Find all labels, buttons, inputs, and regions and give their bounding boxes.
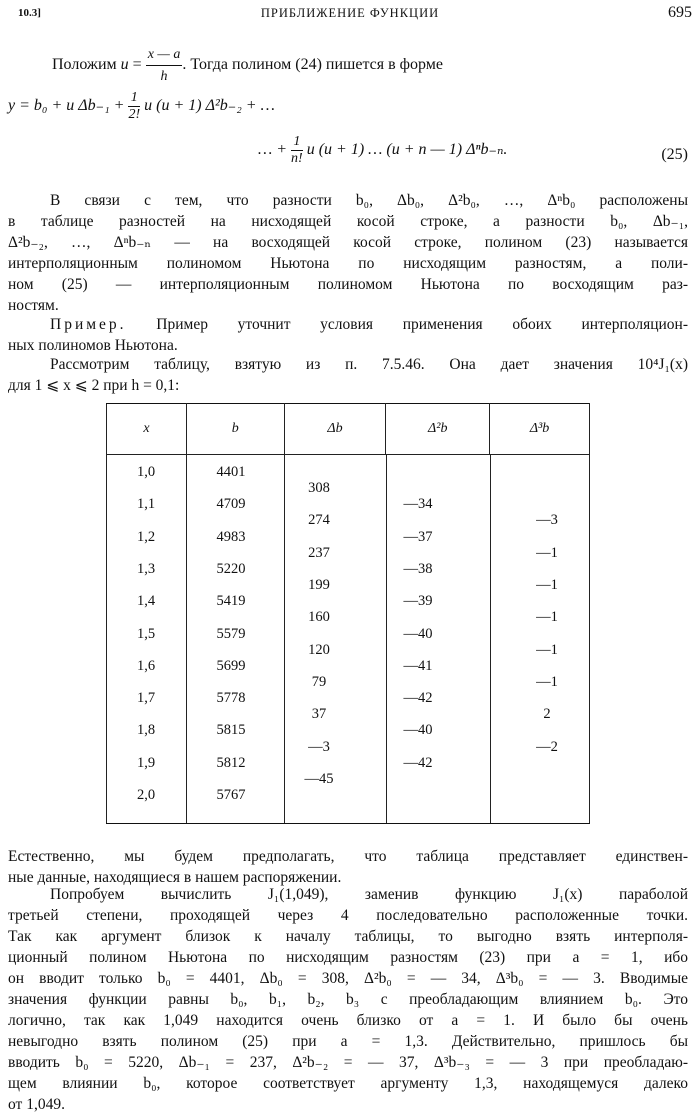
table-cell-b: 5778: [216, 690, 246, 707]
table-cell-b: 5419: [216, 593, 246, 610]
table-cell-d3: —1: [536, 544, 558, 561]
table-cell-x: 1,5: [136, 625, 156, 642]
table-cell-b: 5220: [216, 560, 246, 577]
table-cell-d3: 2: [543, 706, 551, 723]
table-cell-d2: —39: [403, 593, 433, 610]
paragraph-5: Попробуем вычислить J₁(1,049), заменив функцию J₁(x) параболой третьей степени, проходящей через 4 последовательно расположенные точки. Так как аргумент близок к началу таблицы, то выгодно взять интерполя- ционный полином Ньютона по нисходящим разностям (23) при a = 1, ибо он вводит только b₀ = 4401, Δb₀ = 308, Δ²b₀ = — 34, Δ³b₀ = — 3. Вводимые значения функции равны b₀, b₁, b₂, b₃ с преобладающим влиянием b₀. Это логично, так как 1,049 находится очень близко от a = 1. И было бы очень невыгодно взять полином (25) при a = 1,3. Действительно, пришлось бы вводить b₀ = 5220, Δb₋₁ = 237, Δ²b₋₂ = — 37, Δ³b₋₃ = — 3 при преобладаю- щем влиянии b₀, которое соответствует аргументу 1,3, находящемуся далеко от 1,049.: [8, 886, 688, 1113]
table-cell-b: 4709: [216, 496, 246, 513]
table-cell-d2: —34: [403, 496, 433, 513]
u-fraction: $\frac{x — a}{h}$: [146, 44, 183, 87]
table-cell-d1: 237: [308, 544, 330, 561]
col-header-d3: Δ³b: [490, 404, 590, 455]
running-title: ПРИБЛИЖЕНИЕ ФУНКЦИИ: [260, 6, 440, 20]
table-cell-d2: —41: [403, 657, 433, 674]
table-cell-d2: —40: [403, 722, 433, 739]
paragraph-4: Естественно, мы будем предполагать, что таблица представляет единствен- ные данные, находящиеся в нашем распоряжении.: [8, 848, 688, 886]
table-cell-d3: —1: [536, 577, 558, 594]
table-cell-x: 1,1: [136, 496, 156, 513]
table-cell-d3: —1: [536, 673, 558, 690]
table-cell-d1: —45: [304, 770, 334, 787]
table-cell-d3: —1: [536, 609, 558, 626]
table-cell-x: 2,0: [136, 787, 156, 803]
table-cell-x: 1,3: [136, 560, 156, 577]
table-cell-d1: 308: [308, 480, 330, 497]
table-cell-b: 5812: [216, 754, 246, 771]
table-cell-d1: 37: [311, 706, 327, 723]
differences-table-header: [106, 403, 590, 455]
table-cell-b: 5699: [216, 657, 246, 674]
differences-table-body: [106, 455, 590, 824]
table-cell-d2: —38: [403, 560, 433, 577]
table-cell-d1: —3: [308, 738, 330, 755]
table-cell-b: 4401: [216, 464, 246, 480]
table-cell-b: 5767: [216, 787, 246, 803]
table-cell-x: 1,7: [136, 690, 156, 707]
table-cell-d3: —3: [536, 512, 558, 529]
intro-line: Положим u = $\frac{x — a}{h}$ . Тогда полином (24) пишется в форме: [52, 44, 672, 87]
equation-line-2: … + $\frac{1}{n!}$ u (u + 1) … (u + n — 1) Δⁿb₋ₙ.: [258, 134, 508, 166]
table-cell-d1: 79: [311, 673, 327, 690]
col-header-d1: Δb: [284, 404, 386, 455]
table-cell-b: 5815: [216, 722, 246, 739]
table-cell-x: 1,4: [136, 593, 156, 610]
page-header: [0, 4, 700, 24]
equation-number: (25): [661, 146, 688, 163]
table-cell-d1: 274: [308, 512, 330, 529]
col-header-x: x: [107, 404, 187, 455]
table-cell-x: 1,6: [136, 657, 156, 674]
table-cell-d2: —40: [403, 625, 433, 642]
table-cell-x: 1,2: [136, 528, 156, 545]
table-cell-b: 4983: [216, 528, 246, 545]
table-cell-x: 1,0: [136, 464, 156, 480]
table-cell-d2: —42: [403, 754, 433, 771]
col-header-d2: Δ²b: [386, 404, 490, 455]
table-cell-d1: 199: [308, 577, 330, 594]
table-cell-b: 5579: [216, 625, 246, 642]
table-cell-d2: —37: [403, 528, 433, 545]
table-cell-d1: 160: [308, 609, 330, 626]
col-header-b: b: [186, 404, 284, 455]
paragraph-example: Пример. Пример уточнит условия применения обоих интерполяцион- ных полиномов Ньютона.: [8, 316, 688, 354]
equation-line-1: y = b₀ + u Δb₋₁ + $\frac{1}{2!}$ u (u + 1) Δ²b₋₂ + …: [8, 90, 275, 122]
paragraph-1: В связи с тем, что разности b₀, Δb₀, Δ²b₀, …, Δⁿb₀ расположены в таблице разностей на нисходящей косой строке, а разности b₀, Δb₋₁, Δ²b₋₂, …, Δⁿb₋ₙ — на восходящей косой строке, полином (23) называется интерполяционным полиномом Ньютона по нисходящим разностям, а поли- ном (25) — интерполяционным полиномом Ньютона по восходящим раз- ностям.: [8, 192, 688, 314]
table-cell-d3: —1: [536, 641, 558, 658]
page-number: 695: [668, 4, 692, 21]
table-cell-x: 1,9: [136, 754, 156, 771]
table-cell-d3: —2: [536, 738, 558, 755]
table-cell-x: 1,8: [136, 722, 156, 739]
table-cell-d1: 120: [308, 641, 330, 658]
section-number: 10.3]: [18, 7, 41, 19]
paragraph-table-intro: Рассмотрим таблицу, взятую из п. 7.5.46. Она дает значения 10⁴J₁(x) для 1 ⩽ x ⩽ 2 при h = 0,1:: [8, 356, 688, 394]
table-cell-d2: —42: [403, 690, 433, 707]
